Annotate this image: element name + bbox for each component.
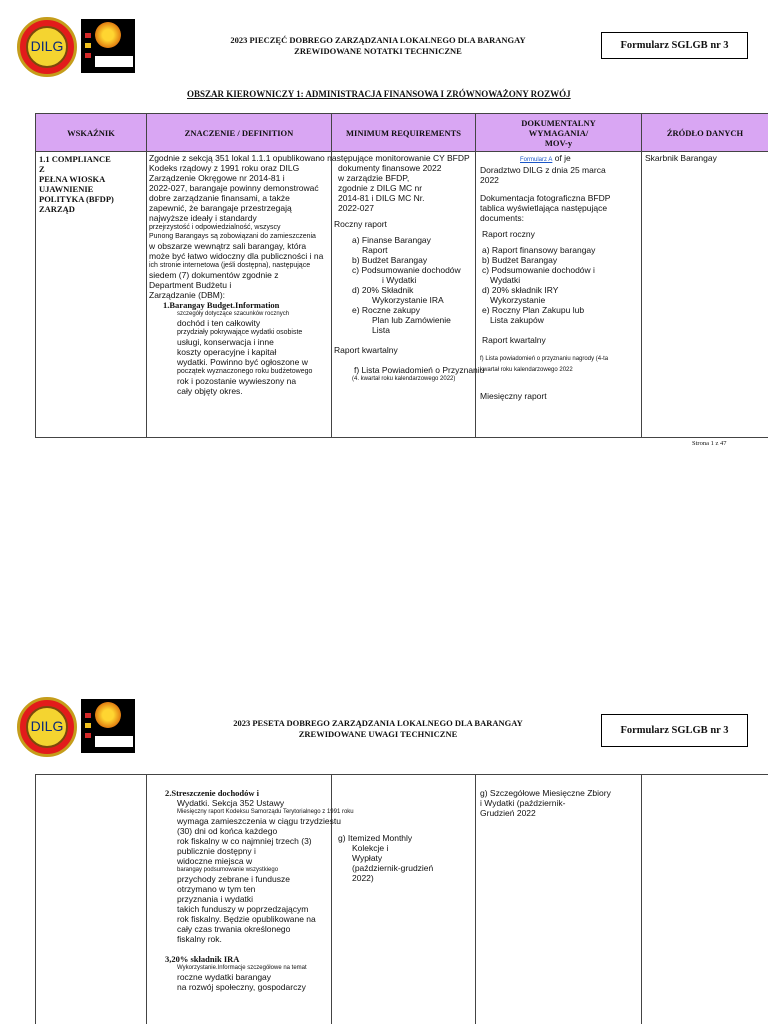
column-header-indicator: WSKAŹNIK [36,114,147,152]
mov-cell: g) Szczegółowe Miesięczne Zbiory i Wydatki (październik- Grudzień 2022 [476,775,642,1024]
data-source-cell [642,775,768,1024]
form-number-box: Formularz SGLGB nr 3 [601,32,748,59]
min-requirements-cell: dokumenty finansowe 2022 w zarządzie BFDP, zgodnie z DILG MC nr 2014-81 i DILG MC Nr. 2022-027 Roczny raport a) Finanse Barangay Raport b) Budżet Barangay c) Podsumowanie dochodów i Wydatki d) 20% Składnik Wykorzystanie IRA e) Roczne zakupy Plan lub Zamówienie Lista Raport kwartalny f) Lista Powiadomień o Przyznaniu (4. kwartał roku kalendarzowego 2022) [332,152,476,438]
dilg-logo: DILG [17,17,77,77]
dilg-logo: DILG [17,697,77,757]
column-header-data-source: ŹRÓDŁO DANYCH [642,114,768,152]
header-title-line-2: ZREWIDOWANE NOTATKI TECHNICZNE [294,46,462,56]
column-header-min-requirements: MINIMUM REQUIREMENTS [332,114,476,152]
page-gap [0,458,768,690]
header-title-line-1: 2023 PESETA DOBREGO ZARZĄDZANIA LOKALNEGO DLA BARANGAY [233,718,523,728]
table-row [36,775,768,1024]
data-source-cell: Skarbnik Barangay [642,152,768,438]
ira-component-heading: 3,20% składnik IRA [165,954,240,964]
mov-cell: Formularz A of je Doradztwo DILG z dnia 25 marca 2022 Dokumentacja fotograficzna BFDP tablica wyświetlająca następujące documents: Raport roczny a) Raport finansowy barangay b) Budżet Barangay c) Podsumowanie dochodów i Wydatki d) 20% składnik IRY Wykorzystanie e) Roczny Plan Zakupu lub Lista zakupów Raport kwartalny f) Lista powiadomień o przyznaniu nagrody (4-ta kwartał roku kalendarzowego 2022 Miesięczny raport [476,152,642,438]
form-number-box: Formularz SGLGB nr 3 [601,714,748,747]
indicator-cell [36,775,147,1024]
table-header-row [36,114,768,152]
meaning-cell: Zgodnie z sekcją 351 lokal 1.1.1 opublikowano następujące monitorowanie CY BFDP Kodeks rządowy z 1991 roku oraz DILG Zarządzenie Okręgowe nr 2014-81 i 2022-027, barangaje powinny demonstrować dobre zarządzanie finansami, a także zapewnić, że barangaje przestrzegają najwyższe ideały i standardy przejrzystość i odpowiedzialność, wszyscy Punong Barangays są zobowiązani do zamieszczenia w obszarze wewnątrz sali barangay, która może być łatwo widoczny dla publiczności i na ich stronie internetowa (jeśli dostępna), następujące siedem (7) dokumentów zgodnie z Department Budżetu i Zarządzanie (DBM): 1.Barangay Budget.Information szczegóły dotyczące szacunków rocznych dochód i ten całkowity przydziały pokrywające wydatki osobiste usługi, konserwacja i inne koszty operacyjne i kapitał wydatki. Powinno być ogłoszone w początek wyznaczonego roku budżetowego rok i pozostanie wywieszony na cały objęty okres. [147,152,332,438]
document-header-title [178,35,578,57]
seal-of-good-governance-logo [81,19,135,73]
page-number: Strona 1 z 47 [692,440,727,447]
header-title-line-2: ZREWIDOWANE UWAGI TECHNICZNE [298,729,458,739]
governance-area-title: OBSZAR KIEROWNICZY 1: ADMINISTRACJA FINANSOWA I ZRÓWNOWAŻONY ROZWÓJ [187,89,571,99]
document-page-1 [0,0,768,458]
indicator-cell: 1.1 COMPLIANCE Z PEŁNA WIOSKA UJAWNIENIE POLITYKA (BFDP) ZARZĄD [36,152,147,438]
column-header-meaning: ZNACZENIE / DEFINITION [147,114,332,152]
technical-notes-table-continued [35,774,768,1024]
summary-income-heading: 2.Streszczenie dochodów i [165,788,260,798]
column-header-mov: DOKUMENTALNY WYMAGANIA/ MOV-y [476,114,642,152]
table-row [36,152,768,438]
form-a-link[interactable]: Formularz A [520,157,553,163]
document-header-title [178,718,578,740]
document-page-2 [0,690,768,1024]
header-title-line-1: 2023 PIECZĘĆ DOBREGO ZARZĄDZANIA LOKALNEGO DLA BARANGAY [230,35,526,45]
technical-notes-table [35,113,768,438]
seal-of-good-governance-logo [81,699,135,753]
budget-information-heading: 1.Barangay Budget.Information [163,300,280,310]
min-requirements-cell: g) Itemized Monthly Kolekcje i Wypłaty (październik-grudzień 2022) [332,775,476,1024]
meaning-cell: 2.Streszczenie dochodów i Wydatki. Sekcja 352 Ustawy Miesięczny raport Kodeksu Samorządu Terytorialnego z 1991 roku wymaga zamieszczenia w ciągu trzydziestu (30) dni od końca każdego rok fiskalny w co najmniej trzech (3) publicznie dostępny i widoczne miejsca w barangay podsumowanie wszystkiego przychody zebrane i fundusze otrzymano w tym ten przyznania i wydatki takich funduszy w poprzedzającym rok fiskalny. Będzie opublikowane na cały czas trwania określonego fiskalny rok. 3,20% składnik IRA Wykorzystanie.Informacje szczegółowe na temat roczne wydatki barangay na rozwój społeczny, gospodarczy [147,775,332,1024]
